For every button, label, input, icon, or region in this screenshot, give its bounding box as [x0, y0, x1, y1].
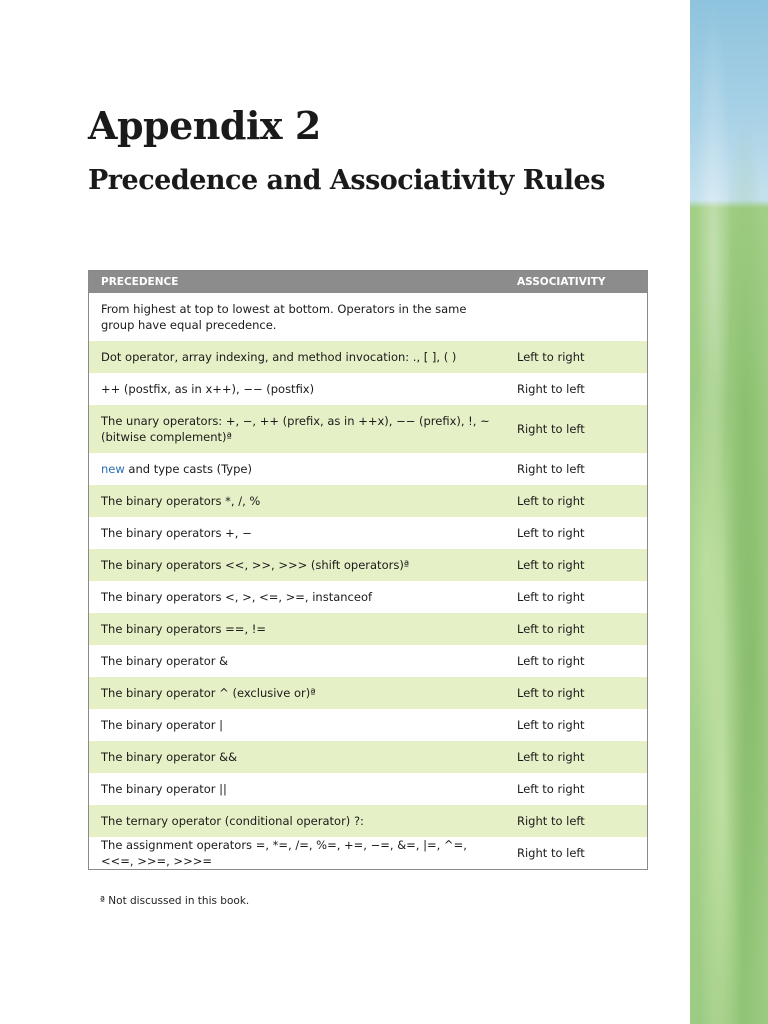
table-row [89, 837, 648, 870]
table-row [89, 677, 648, 709]
table-row [89, 581, 648, 613]
precedence-cell: The assignment operators =, *=, /=, %=, +=, −=, &=, |=, ^=, <<=, >>=, >>>= [89, 837, 506, 870]
associativity-cell: Left to right [505, 517, 648, 549]
table-row [89, 805, 648, 837]
associativity-cell: Left to right [505, 341, 648, 373]
precedence-cell: The binary operator || [89, 773, 506, 805]
associativity-cell: Left to right [505, 645, 648, 677]
precedence-cell: The binary operators +, − [89, 517, 506, 549]
appendix-subtitle: Precedence and Associativity Rules [88, 165, 605, 196]
header-precedence: PRECEDENCE [89, 271, 506, 294]
precedence-cell: The binary operators ==, != [89, 613, 506, 645]
decorative-side-band [690, 0, 768, 1024]
table-row [89, 517, 648, 549]
associativity-cell: Right to left [505, 405, 648, 453]
table-row [89, 613, 648, 645]
table-row [89, 405, 648, 453]
table-row [89, 645, 648, 677]
table-row [89, 373, 648, 405]
precedence-text: and type casts (Type) [124, 462, 252, 476]
precedence-cell: The binary operators *, /, % [89, 485, 506, 517]
associativity-cell: Right to left [505, 453, 648, 485]
precedence-cell: Dot operator, array indexing, and method invocation: ., [ ], ( ) [89, 341, 506, 373]
precedence-cell: The ternary operator (conditional operator) ?: [89, 805, 506, 837]
table-row [89, 773, 648, 805]
associativity-cell: Right to left [505, 837, 648, 870]
precedence-table [88, 270, 648, 870]
table-row [89, 453, 648, 485]
precedence-cell: The binary operator && [89, 741, 506, 773]
precedence-cell: The binary operator & [89, 645, 506, 677]
associativity-cell: Left to right [505, 549, 648, 581]
precedence-cell [89, 453, 506, 485]
associativity-cell: Left to right [505, 581, 648, 613]
associativity-cell: Left to right [505, 741, 648, 773]
associativity-cell: Right to left [505, 805, 648, 837]
associativity-cell: Left to right [505, 773, 648, 805]
intro-text: From highest at top to lowest at bottom. Operators in the same group have equal precedence. [89, 293, 506, 341]
precedence-cell: The unary operators: +, −, ++ (prefix, as in ++x), −− (prefix), !, ~ (bitwise complement)ª [89, 405, 506, 453]
precedence-cell: ++ (postfix, as in x++), −− (postfix) [89, 373, 506, 405]
appendix-title: Appendix 2 [88, 103, 321, 148]
associativity-cell: Left to right [505, 485, 648, 517]
associativity-cell: Left to right [505, 677, 648, 709]
header-associativity: ASSOCIATIVITY [505, 271, 648, 294]
table-row [89, 741, 648, 773]
associativity-cell: Left to right [505, 709, 648, 741]
precedence-cell: The binary operators <, >, <=, >=, instanceof [89, 581, 506, 613]
table-row-intro [89, 293, 648, 341]
table-row [89, 549, 648, 581]
precedence-cell: The binary operator ^ (exclusive or)ª [89, 677, 506, 709]
footnote: ª Not discussed in this book. [100, 895, 250, 907]
table-header-row [89, 271, 648, 294]
table-row [89, 341, 648, 373]
associativity-cell: Right to left [505, 373, 648, 405]
precedence-cell: The binary operators <<, >>, >>> (shift operators)ª [89, 549, 506, 581]
table-row [89, 485, 648, 517]
precedence-cell: The binary operator | [89, 709, 506, 741]
table-row [89, 709, 648, 741]
keyword-new: new [101, 462, 125, 476]
associativity-cell: Left to right [505, 613, 648, 645]
